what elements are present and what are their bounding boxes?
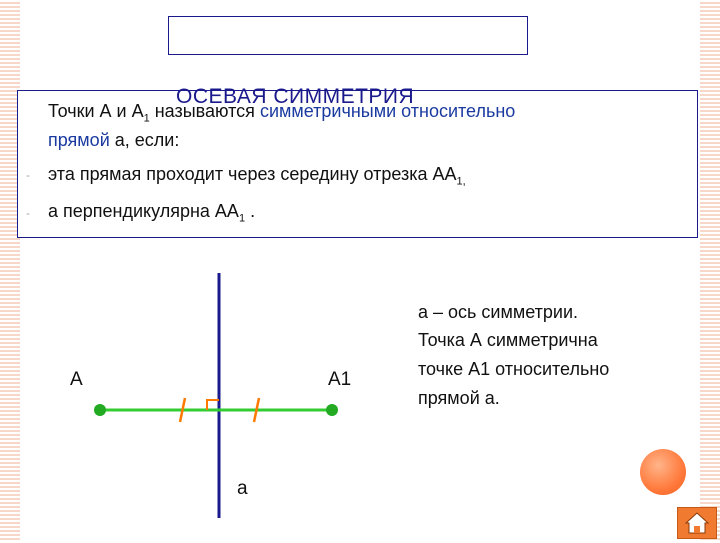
definition-text: называются bbox=[149, 101, 260, 121]
subscript: 1 bbox=[143, 112, 150, 125]
explanation-line-4: прямой а. bbox=[418, 388, 500, 408]
explanation-line-3: точке А1 относительно bbox=[418, 359, 610, 379]
definition-text: . bbox=[245, 201, 256, 221]
label-axis-a: а bbox=[237, 478, 248, 499]
label-point-a: А bbox=[70, 369, 83, 390]
subscript: 1, bbox=[456, 175, 466, 188]
decorative-orange-circle bbox=[640, 449, 686, 495]
subscript: 1 bbox=[238, 212, 246, 225]
slide-title: ОСЕВАЯ СИММЕТРИЯ bbox=[176, 85, 415, 108]
explanation-line-2: Точка А симметрична bbox=[418, 330, 598, 350]
definition-text: а перпендикулярна АА bbox=[48, 201, 239, 221]
label-point-a1: А1 bbox=[328, 369, 352, 390]
home-button[interactable] bbox=[677, 507, 717, 539]
point-a1 bbox=[326, 404, 338, 416]
point-a bbox=[94, 404, 106, 416]
bullet-marker: - bbox=[26, 206, 30, 220]
explanation-line-1: а – ось симметрии. bbox=[418, 302, 578, 322]
definition-text: а, если: bbox=[109, 130, 180, 150]
bullet-marker: - bbox=[26, 168, 30, 182]
definition-text: Точки А и А bbox=[48, 101, 144, 121]
definition-text: эта прямая проходит через середину отрезка АА bbox=[48, 164, 457, 184]
definition-highlight: прямой bbox=[48, 130, 110, 150]
definition-highlight: симметричными относительно bbox=[259, 101, 516, 121]
home-icon bbox=[678, 508, 716, 538]
